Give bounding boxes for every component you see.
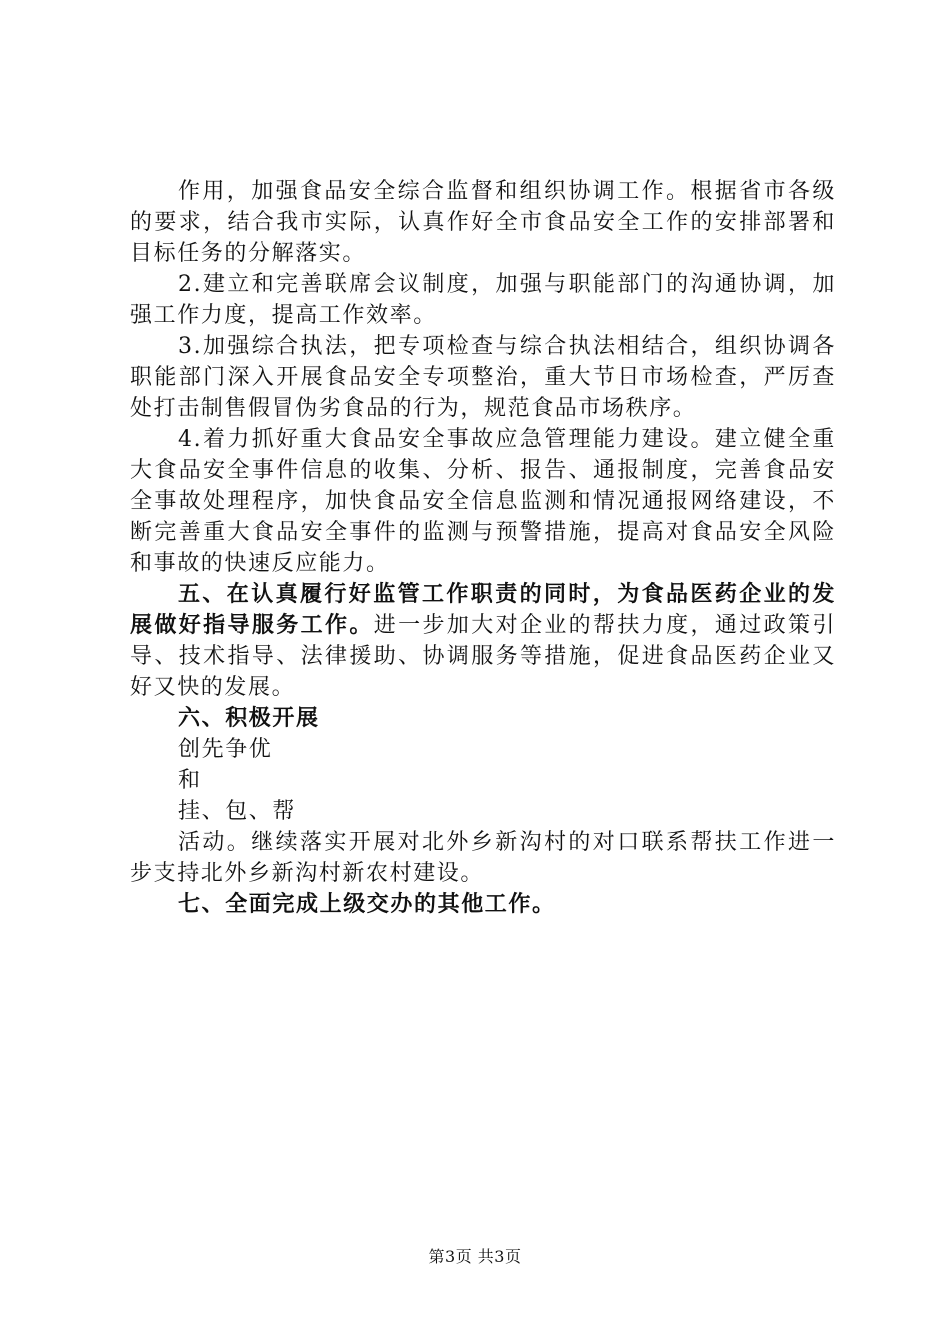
section-6-heading: 六、积极开展 — [178, 706, 320, 731]
section-5-heading: 五、在认真履行好监管工作职责的同时，为食品医药企业的发展做好指导服务工作。 — [130, 582, 836, 638]
paragraph-item-3: 3.加强综合执法，把专项检查与综合执法相结合，组织协调各职能部门深入开展食品安全专项整治，重大节日市场检查，严厉查处打击制售假冒伪劣食品的行为，规范食品市场秩序。 — [130, 334, 836, 421]
document-body — [130, 176, 836, 920]
page-footer: 第3页 共3页 — [428, 1247, 522, 1266]
section-7-heading: 七、全面完成上级交办的其他工作。 — [178, 892, 556, 917]
section-5 — [130, 579, 836, 703]
paragraph-1: 作用，加强食品安全综合监督和组织协调工作。根据省市各级的要求，结合我市实际，认真作好全市食品安全工作的安排部署和目标任务的分解落实。 — [130, 179, 836, 266]
paragraph-item-4: 4.着力抓好重大食品安全事故应急管理能力建设。建立健全重大食品安全事件信息的收集、分析、报告、通报制度，完善食品安全事故处理程序，加快食品安全信息监测和情况通报网络建设，不断完善重大食品安全事件的监测与预警措施，提高对食品安全风险和事故的快速反应能力。 — [130, 427, 836, 576]
paragraph-item-2: 2.建立和完善联席会议制度，加强与职能部门的沟通协调，加强工作力度，提高工作效率。 — [130, 272, 836, 328]
section-6-line-1: 创先争优 — [178, 737, 273, 762]
section-5-body: 进一步加大对企业的帮扶力度，通过政策引导、技术指导、法律援助、协调服务等措施，促进食品医药企业又好又快的发展。 — [130, 613, 836, 700]
section-6-line-3: 挂、包、帮 — [178, 799, 297, 824]
section-6-line-2: 和 — [178, 768, 202, 793]
section-6-body: 活动。继续落实开展对北外乡新沟村的对口联系帮扶工作进一步支持北外乡新沟村新农村建设。 — [130, 830, 836, 886]
